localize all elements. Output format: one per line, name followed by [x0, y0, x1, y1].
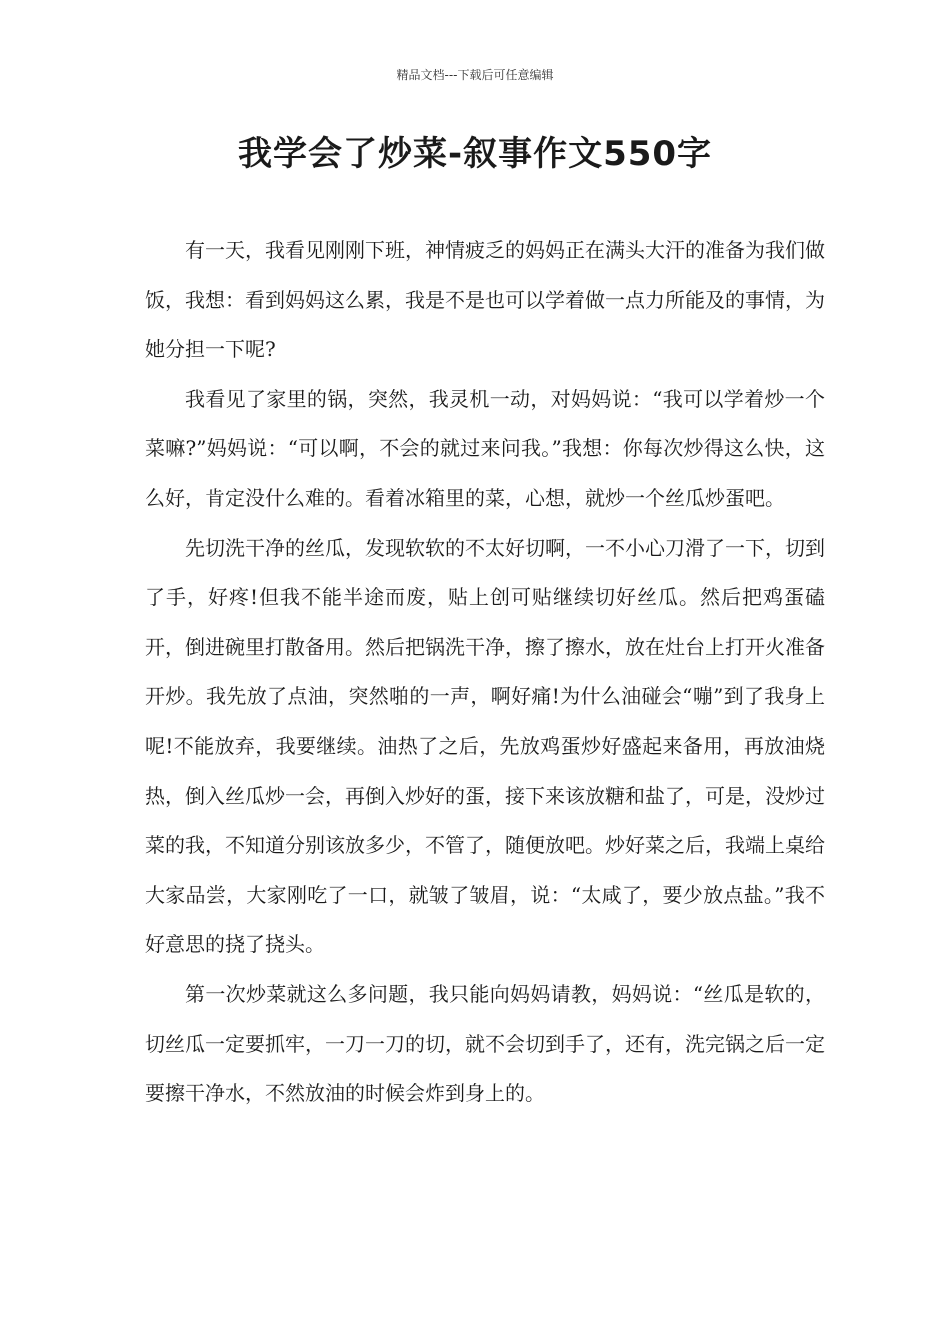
document-body: [145, 226, 825, 1119]
paragraph-2: 我看见了家里的锅，突然，我灵机一动，对妈妈说：“我可以学着炒一个菜嘛?”妈妈说：“可以啊，不会的就过来问我。”我想：你每次炒得这么快，这么好，肯定没什么难的。看着冰箱里的菜，心想，就炒一个丝瓜炒蛋吧。: [145, 386, 825, 510]
paragraph-1: 有一天，我看见刚刚下班，神情疲乏的妈妈正在满头大汗的准备为我们做饭，我想：看到妈妈这么累，我是不是也可以学着做一点力所能及的事情，为她分担一下呢?: [145, 238, 825, 362]
document-title: 我学会了炒菜-叙事作文550字: [237, 134, 713, 174]
header-note: 精品文档---下载后可任意编辑: [396, 68, 554, 82]
paragraph-4: 第一次炒菜就这么多问题，我只能向妈妈请教，妈妈说：“丝瓜是软的，切丝瓜一定要抓牢，一刀一刀的切，就不会切到手了，还有，洗完锅之后一定要擦干净水，不然放油的时候会炸到身上的。: [145, 981, 825, 1106]
paragraph-3: 先切洗干净的丝瓜，发现软软的不太好切啊，一不小心刀滑了一下，切到了手，好疼!但我不能半途而废，贴上创可贴继续切好丝瓜。然后把鸡蛋磕开，倒进碗里打散备用。然后把锅洗干净，擦了擦水，放在灶台上打开火准备开炒。我先放了点油，突然啪的一声，啊好痛!为什么油碰会“嘣”到了我身上呢!不能放弃，我要继续。油热了之后，先放鸡蛋炒好盛起来备用，再放油烧热，倒入丝瓜炒一会，再倒入炒好的蛋，接下来该放糖和盐了，可是，没炒过菜的我，不知道分别该放多少，不管了，随便放吧。炒好菜之后，我端上桌给大家品尝，大家刚吃了一口，就皱了皱眉，说：“太咸了，要少放点盐。”我不好意思的挠了挠头。: [145, 535, 825, 957]
